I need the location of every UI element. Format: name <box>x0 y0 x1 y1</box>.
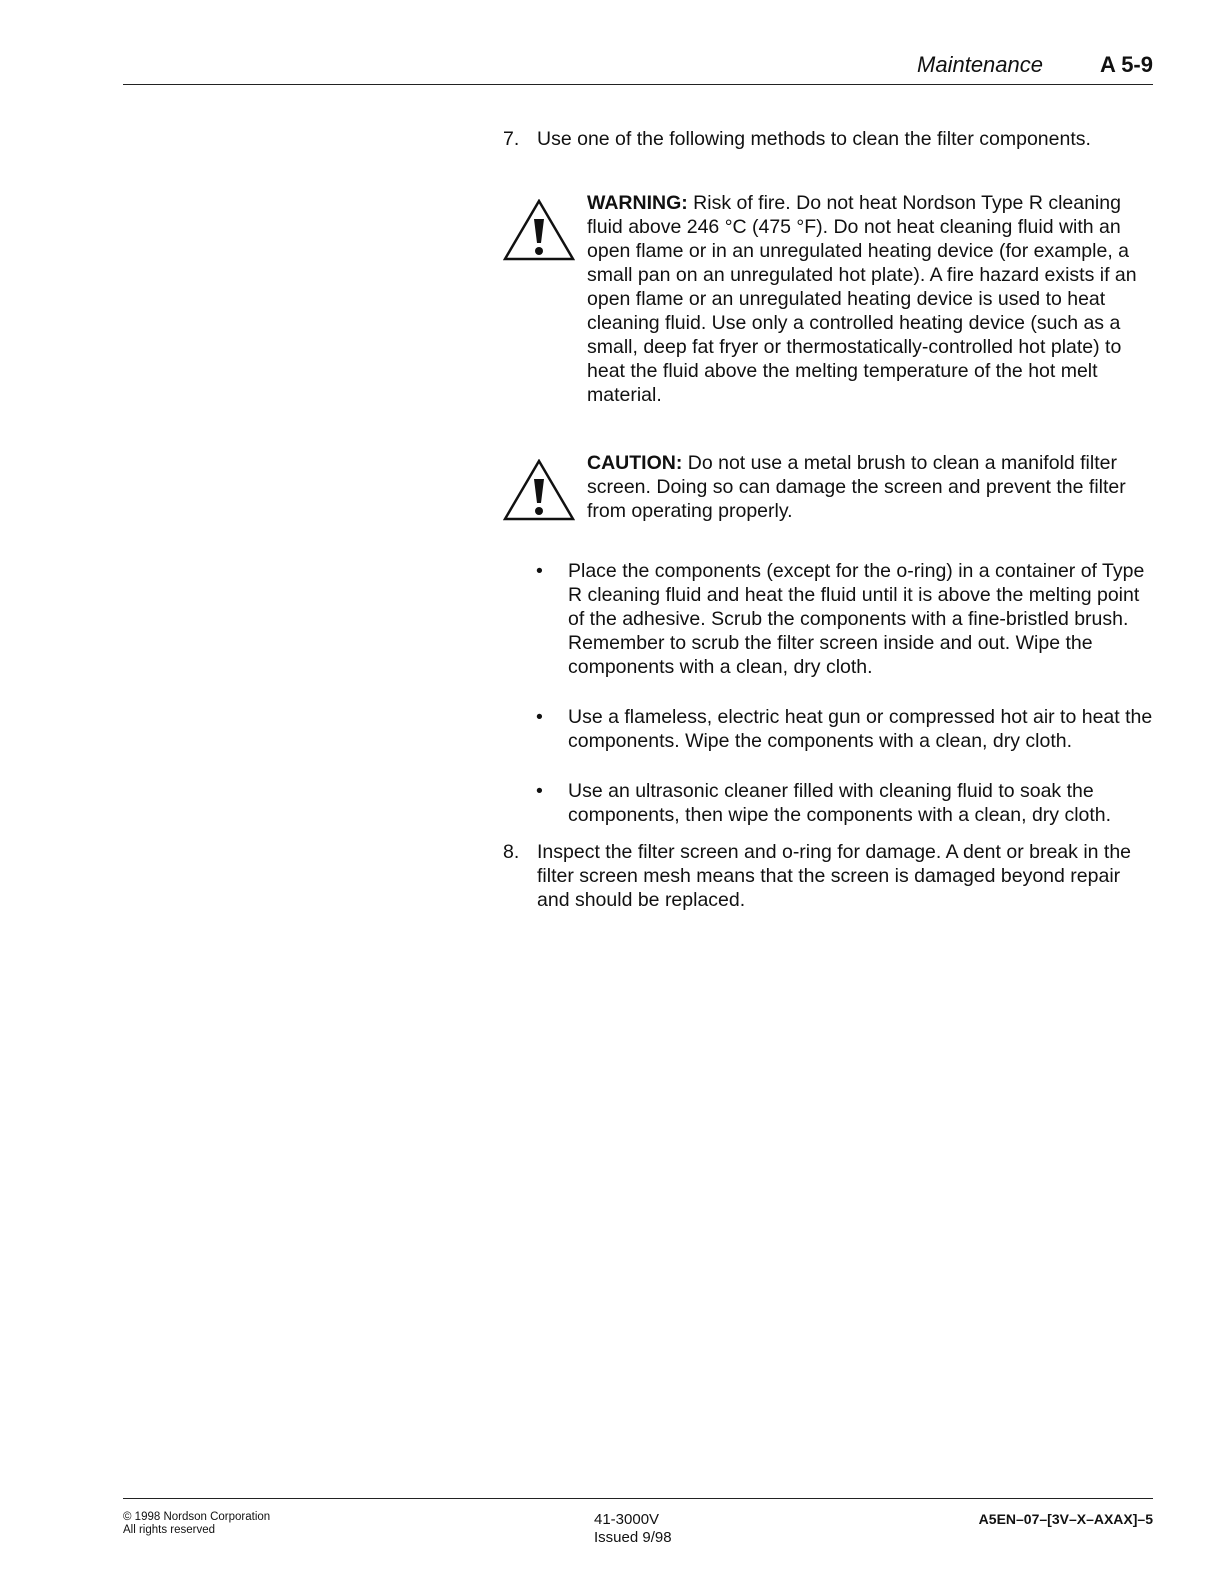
list-item-text: Use an ultrasonic cleaner filled with cleaning fluid to soak the components, then wipe the components with a clean, dry cloth. <box>568 780 1112 826</box>
step-number: 7. <box>503 128 520 150</box>
list-item <box>503 705 1153 753</box>
warning-text: Risk of fire. Do not heat Nordson Type R cleaning fluid above 246 °C (475 °F). Do not heat cleaning fluid with an open flame or in an unregulated heating device (for example, a small pan on an unregulated hot plate). A fire hazard exists if an open flame or an unregulated heating device is used to heat cleaning fluid. Use only a controlled heating device (such as a small, deep fat fryer or thermostatically-controlled hot plate) to heat the fluid above the melting temperature of the hot melt material. <box>587 192 1137 406</box>
bullet-icon: • <box>536 706 543 728</box>
caution-notice <box>503 451 1153 523</box>
step-7 <box>503 127 1153 151</box>
part-code: A5EN–07–[3V–X–AXAX]–5 <box>978 1511 1153 1527</box>
list-item <box>503 779 1153 827</box>
list-item-text: Place the components (except for the o-ring) in a container of Type R cleaning fluid and heat the fluid until it is above the melting point of the adhesive. Scrub the components with a fine-bristled brush. Remember to scrub the filter screen inside and out. Wipe the components with a clean, dry cloth. <box>568 560 1145 678</box>
page-footer <box>123 1498 1153 1546</box>
footer-copyright <box>123 1511 270 1537</box>
page-content <box>503 127 1153 912</box>
bullet-icon: • <box>536 780 543 802</box>
page-header <box>123 52 1153 85</box>
step-text: Inspect the filter screen and o-ring for damage. A dent or break in the filter screen mesh means that the screen is damaged beyond repair and should be replaced. <box>537 841 1132 911</box>
step-text: Use one of the following methods to clean the filter components. <box>537 128 1091 150</box>
warning-notice <box>503 191 1153 407</box>
caution-text: Do not use a metal brush to clean a manifold filter screen. Doing so can damage the screen and prevent the filter from operating properly. <box>587 452 1126 522</box>
section-title: Maintenance <box>917 52 1043 77</box>
rights-text: All rights reserved <box>123 1524 216 1536</box>
caution-triangle-icon <box>503 459 575 521</box>
page-number: A 5-9 <box>1100 52 1153 77</box>
issue-date: Issued 9/98 <box>594 1529 672 1546</box>
bullet-icon: • <box>536 560 543 582</box>
document-number: 41-3000V <box>594 1511 660 1528</box>
step-8 <box>503 840 1153 912</box>
warning-label: WARNING: <box>587 192 688 214</box>
copyright-text: © 1998 Nordson Corporation <box>123 1511 271 1523</box>
list-item <box>503 559 1153 679</box>
cleaning-methods-list <box>503 559 1153 827</box>
footer-document-info <box>594 1511 672 1547</box>
list-item-text: Use a flameless, electric heat gun or compressed hot air to heat the components. Wipe the components with a clean, dry cloth. <box>568 706 1153 752</box>
caution-label: CAUTION: <box>587 452 683 474</box>
warning-triangle-icon <box>503 199 575 261</box>
step-number: 8. <box>503 841 520 863</box>
